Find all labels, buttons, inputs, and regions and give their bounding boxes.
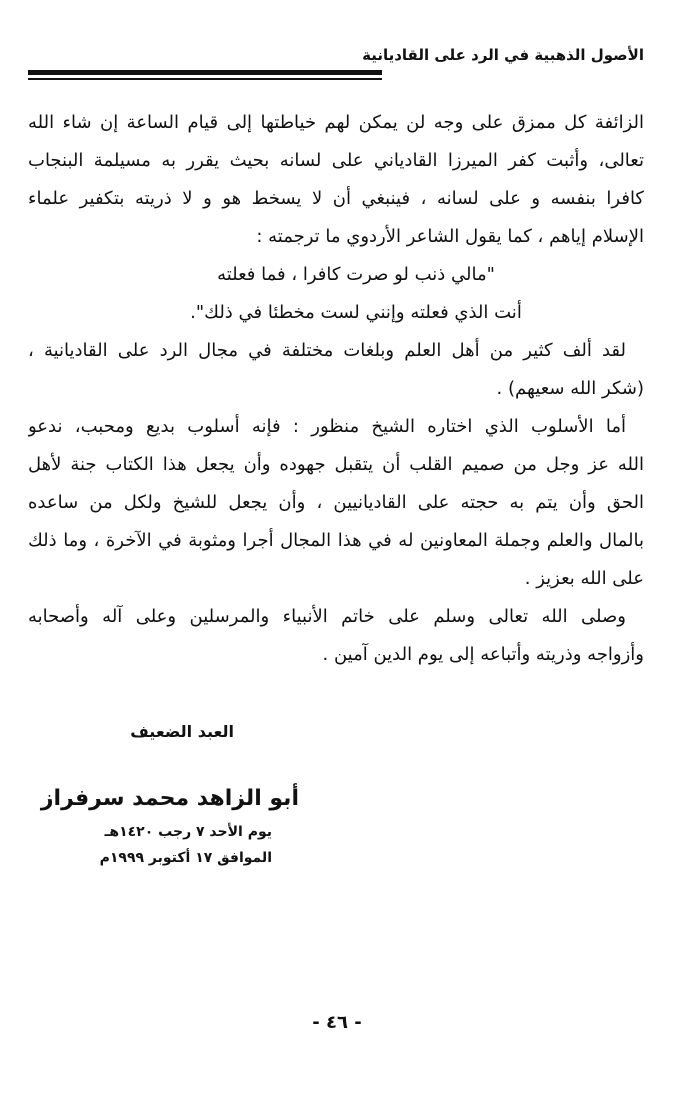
body-line: (شكر الله سعيهم) . [496, 378, 644, 399]
body-line: تعالى، وأثبت كفر الميرزا القادياني على لسانه بحيث يقرر به مسيلمة البنجاب [28, 150, 644, 171]
header-rule-thin [28, 78, 382, 80]
running-header: الأصول الذهبية في الرد على القاديانية [362, 46, 644, 64]
signature-date-gregorian: الموافق ١٧ أكتوبر ١٩٩٩م [99, 850, 272, 866]
body-line: على الله بعزيز . [524, 568, 644, 589]
body-line: الحق وأن يتم به حجته على القاديانيين ، وأن يجعل للشيخ ولكل من ساعده [28, 492, 644, 513]
signature-date-hijri: يوم الأحد ٧ رجب ١٤٢٠هـ [104, 824, 272, 840]
body-line: الله عز وجل من صميم القلب أن يتقبل جهوده وأن يجعل هذا الكتاب جنة لأهل [28, 454, 644, 475]
body-line: وصلى الله تعالى وسلم على خاتم الأنبياء والمرسلين وعلى آله وأصحابه [28, 606, 626, 627]
body-line: بالمال والعلم وجملة المعاونين له في هذا المجال أجرا ومثوبة في الآخرة ، وما ذلك [28, 530, 644, 551]
poem-line: أنت الذي فعلته وإنني لست مخطئا في ذلك". [190, 302, 522, 323]
signature-title: العبد الضعيف [130, 722, 234, 741]
signature-name: أبو الزاهد محمد سرفراز [40, 786, 299, 811]
body-line: الإسلام إياهم ، كما يقول الشاعر الأردوي ما ترجمته : [256, 226, 644, 247]
body-line: لقد ألف كثير من أهل العلم وبلغات مختلفة في مجال الرد على القاديانية ، [28, 340, 626, 361]
page-number: - ٤٦ - [312, 1012, 362, 1033]
body-text [28, 104, 644, 674]
body-line: وأزواجه وذريته وأتباعه إلى يوم الدين آمين . [322, 644, 644, 665]
body-line: الزائفة كل ممزق على وجه لن يمكن لهم خياطتها إلى قيام الساعة إن شاء الله [28, 112, 644, 133]
body-line: كافرا بنفسه و على لسانه ، فينبغي أن لا يسخط هو و لا ذريته بتكفير علماء [28, 188, 644, 209]
poem-line: "مالي ذنب لو صرت كافرا ، فما فعلته [217, 264, 495, 285]
body-line: أما الأسلوب الذي اختاره الشيخ منظور : فإنه أسلوب بديع ومحبب، ندعو [28, 416, 626, 437]
header-rule-thick [28, 70, 382, 75]
